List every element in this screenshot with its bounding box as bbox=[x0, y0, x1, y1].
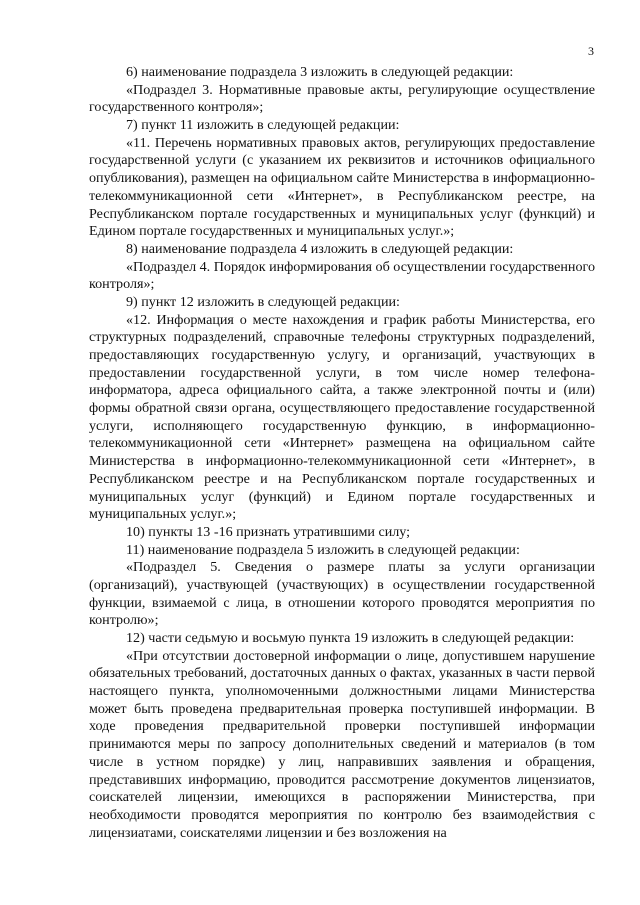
paragraph: «Подраздел 3. Нормативные правовые акты, регулирующие осуществление государственного контроля»; bbox=[89, 81, 595, 116]
paragraph: 9) пункт 12 изложить в следующей редакции: bbox=[126, 293, 400, 310]
paragraph: «12. Информация о месте нахождения и график работы Министерства, его структурных подразделений, справочные телефоны структурных подразделений, предоставляющих государственную услугу, и организаций, участвующих в предоставлении государственной услуги, в том числе номер телефона-информатора, адреса официального сайта, а также электронной почты и (или) формы обратной связи органа, осуществляющего предоставление государственной услуги, исполняющего государственную функцию, в информационно-телекоммуникационной сети «Интернет» размещена на официальном сайте Министерства в информационно-телекоммуникационной сети «Интернет», в Республиканском реестре и на Республиканском портале государственных и муниципальных услуг (функций) и Едином портале государственных и муниципальных услуг.»; bbox=[89, 311, 595, 523]
paragraph: 6) наименование подраздела 3 изложить в следующей редакции: bbox=[126, 64, 514, 80]
paragraph: «11. Перечень нормативных правовых актов, регулирующих предоставление государственной услуги (с указанием их реквизитов и источников официального опубликования), размещен на официальном сайте Министерства в информационно-телекоммуникационной сети «Интернет», в Республиканском реестре, на Республиканском портале государственных и муниципальных услуг (функций) и Едином портале государственных и муниципальных услуг.»; bbox=[89, 134, 595, 240]
paragraph: 10) пункты 13 -16 признать утратившими силу; bbox=[126, 523, 411, 540]
paragraph: 7) пункт 11 изложить в следующей редакции: bbox=[126, 117, 400, 134]
page-number: 3 bbox=[588, 44, 594, 58]
paragraph: 12) части седьмую и восьмую пункта 19 изложить в следующей редакции: bbox=[126, 630, 575, 646]
paragraph: «Подраздел 5. Сведения о размере платы за услуги организации (организаций), участвующей (участвующих) в осуществлении государственной функции, взимаемой с лица, в отношении которого проводятся мероприятия по контролю»; bbox=[89, 559, 595, 629]
document-body bbox=[89, 64, 595, 842]
paragraph: 11) наименование подраздела 5 изложить в следующей редакции: bbox=[126, 541, 520, 558]
paragraph: «Подраздел 4. Порядок информирования об осуществлении государственного контроля»; bbox=[89, 258, 595, 293]
paragraph: «При отсутствии достоверной информации о лице, допустившем нарушение обязательных требований, достаточных данных о фактах, указанных в части первой настоящего пункта, уполномоченными должностными лицами Министерства может быть проведена предварительная проверка поступившей информации. В ходе проведения предварительной проверки поступившей информации принимаются меры по запросу дополнительных сведений и материалов (в том числе в устном порядке) у лиц, направивших заявления и обращения, представивших информацию, проводится рассмотрение документов лицензиатов, соискателей лицензии, имеющихся в распоряжении Министерства, при необходимости проводятся мероприятия по контролю без взаимодействия с лицензиатами, соискателями лицензии и без возложения на bbox=[89, 647, 595, 841]
paragraph: 8) наименование подраздела 4 изложить в следующей редакции: bbox=[126, 240, 514, 257]
